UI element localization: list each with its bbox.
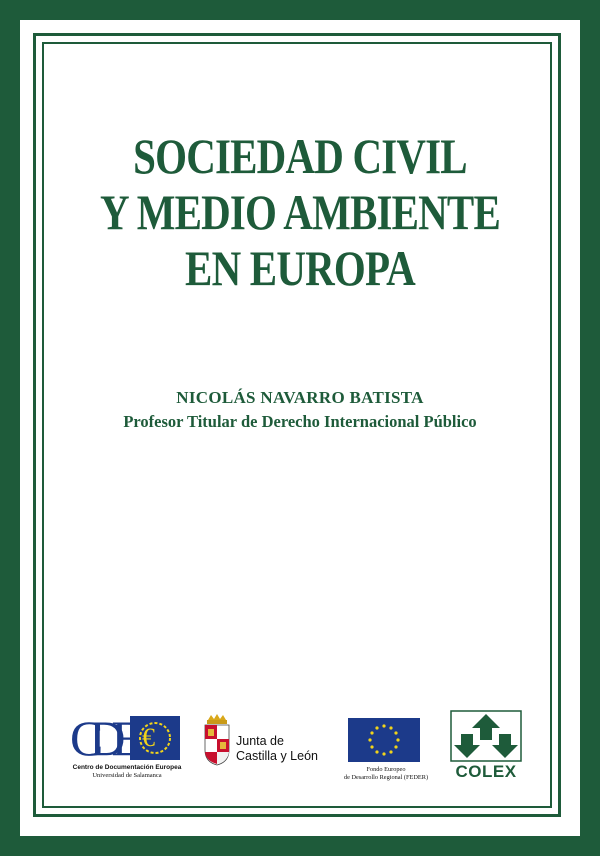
- feder-caption-line1: Fondo Europeo: [366, 766, 406, 773]
- author-role: Profesor Titular de Derecho Internacional Público: [123, 412, 477, 431]
- cde-caption-line2: Universidad de Salamanca: [92, 772, 162, 779]
- author-name: NICOLÁS NAVARRO BATISTA: [176, 388, 424, 407]
- feder-logo: [343, 718, 429, 788]
- colex-arrows-icon: [450, 710, 522, 762]
- book-title: [70, 128, 529, 296]
- cover-paper: [20, 20, 580, 836]
- title-line-2: Y MEDIO AMBIENTE: [100, 184, 500, 240]
- colex-logo: [450, 710, 522, 782]
- junta-logo: [202, 714, 332, 768]
- svg-text:€: €: [142, 723, 155, 752]
- junta-line2: Castilla y León: [236, 749, 318, 763]
- cde-logo: [68, 710, 186, 784]
- coat-of-arms-icon: [202, 714, 232, 766]
- eu-flag-icon: [348, 718, 420, 762]
- colex-name: COLEX: [455, 762, 517, 781]
- title-line-3: EN EUROPA: [185, 240, 415, 296]
- cde-letters: CDE: [70, 710, 128, 766]
- title-line-1: SOCIEDAD CIVIL: [133, 128, 467, 184]
- eu-stars-circle-icon: [130, 716, 180, 760]
- cde-caption-line1: Centro de Documentación Europea: [72, 764, 182, 771]
- junta-line1: Junta de: [236, 734, 284, 748]
- feder-caption-line2: de Desarrollo Regional (FEDER): [343, 774, 429, 781]
